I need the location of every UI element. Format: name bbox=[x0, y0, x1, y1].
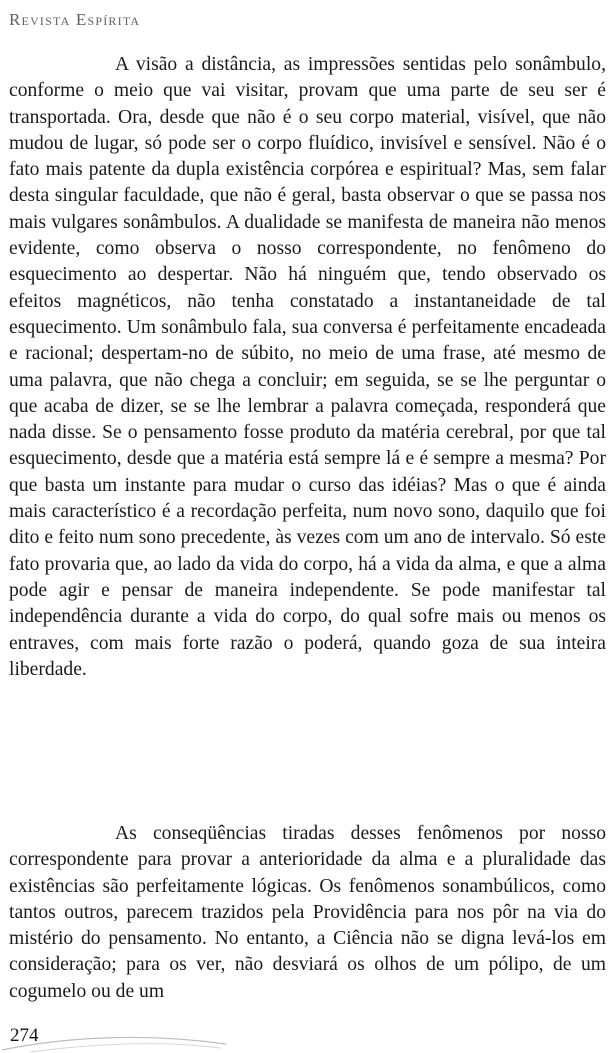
paragraph-1-text: A visão a distância, as impressões sentidas pelo sonâmbulo, conforme o meio que vai visitar, provam que uma parte de seu ser é transportada. Ora, desde que não é o seu corpo material, visível, que não mudou de lugar, só pode ser o corpo fluídico, invisível e sensível. Não é o fato mais patente da dupla existência corpórea e espiritual? Mas, sem falar desta singular faculdade, que não é geral, basta observar o que se passa nos mais vulgares sonâmbulos. A dualidade se manifesta de maneira não menos evidente, como observa o nosso correspondente, no fenômeno do esquecimento ao despertar. Não há ninguém que, tendo observado os efeitos magnéticos, não tenha constatado a instantaneidade de tal esquecimento. Um sonâmbulo fala, sua conversa é perfeitamente encadeada e racional; despertam-no de súbito, no meio de uma frase, até mesmo de uma palavra, que não chega a concluir; em seguida, se se lhe perguntar o que acaba de dizer, se se lhe lembrar a palavra começada, responderá que nada disse. Se o pensamento fosse produto da matéria cerebral, por que tal esquecimento, desde que a matéria está sempre lá e é sempre a mesma? Por que basta um instante para mudar o curso das idéias? Mas o que é ainda mais característico é a recordação perfeita, num novo sono, daquilo que foi dito e feito num sono precedente, às vezes com um ano de intervalo. Só este fato provaria que, ao lado da vida do corpo, há a vida da alma, e que a alma pode agir e pensar de maneira independente. Se pode manifestar tal independência durante a vida do corpo, do qual sofre mais ou menos os entraves, com mais forte razão o poderá, quando goza de sua inteira liberdade. bbox=[9, 54, 606, 680]
page-number: 274 bbox=[10, 1025, 39, 1046]
paragraph-1 bbox=[9, 52, 606, 683]
paragraph-2-text: As conseqüências tiradas desses fenômenos por nosso correspondente para provar a anterioridade da alma e a pluralidade das existências são perfeitamente lógicas. Os fenômenos sonambúlicos, como tantos outros, parecem trazidos pela Providência para nos pôr na via do mistério do pensamento. No entanto, a Ciência não se digna levá-los em consideração; para os ver, não desviará os olhos de um pólipo, de um cogumelo ou de um bbox=[9, 823, 606, 1002]
running-head-title: Revista Espírita bbox=[9, 10, 141, 29]
paragraph-2 bbox=[9, 821, 606, 1005]
